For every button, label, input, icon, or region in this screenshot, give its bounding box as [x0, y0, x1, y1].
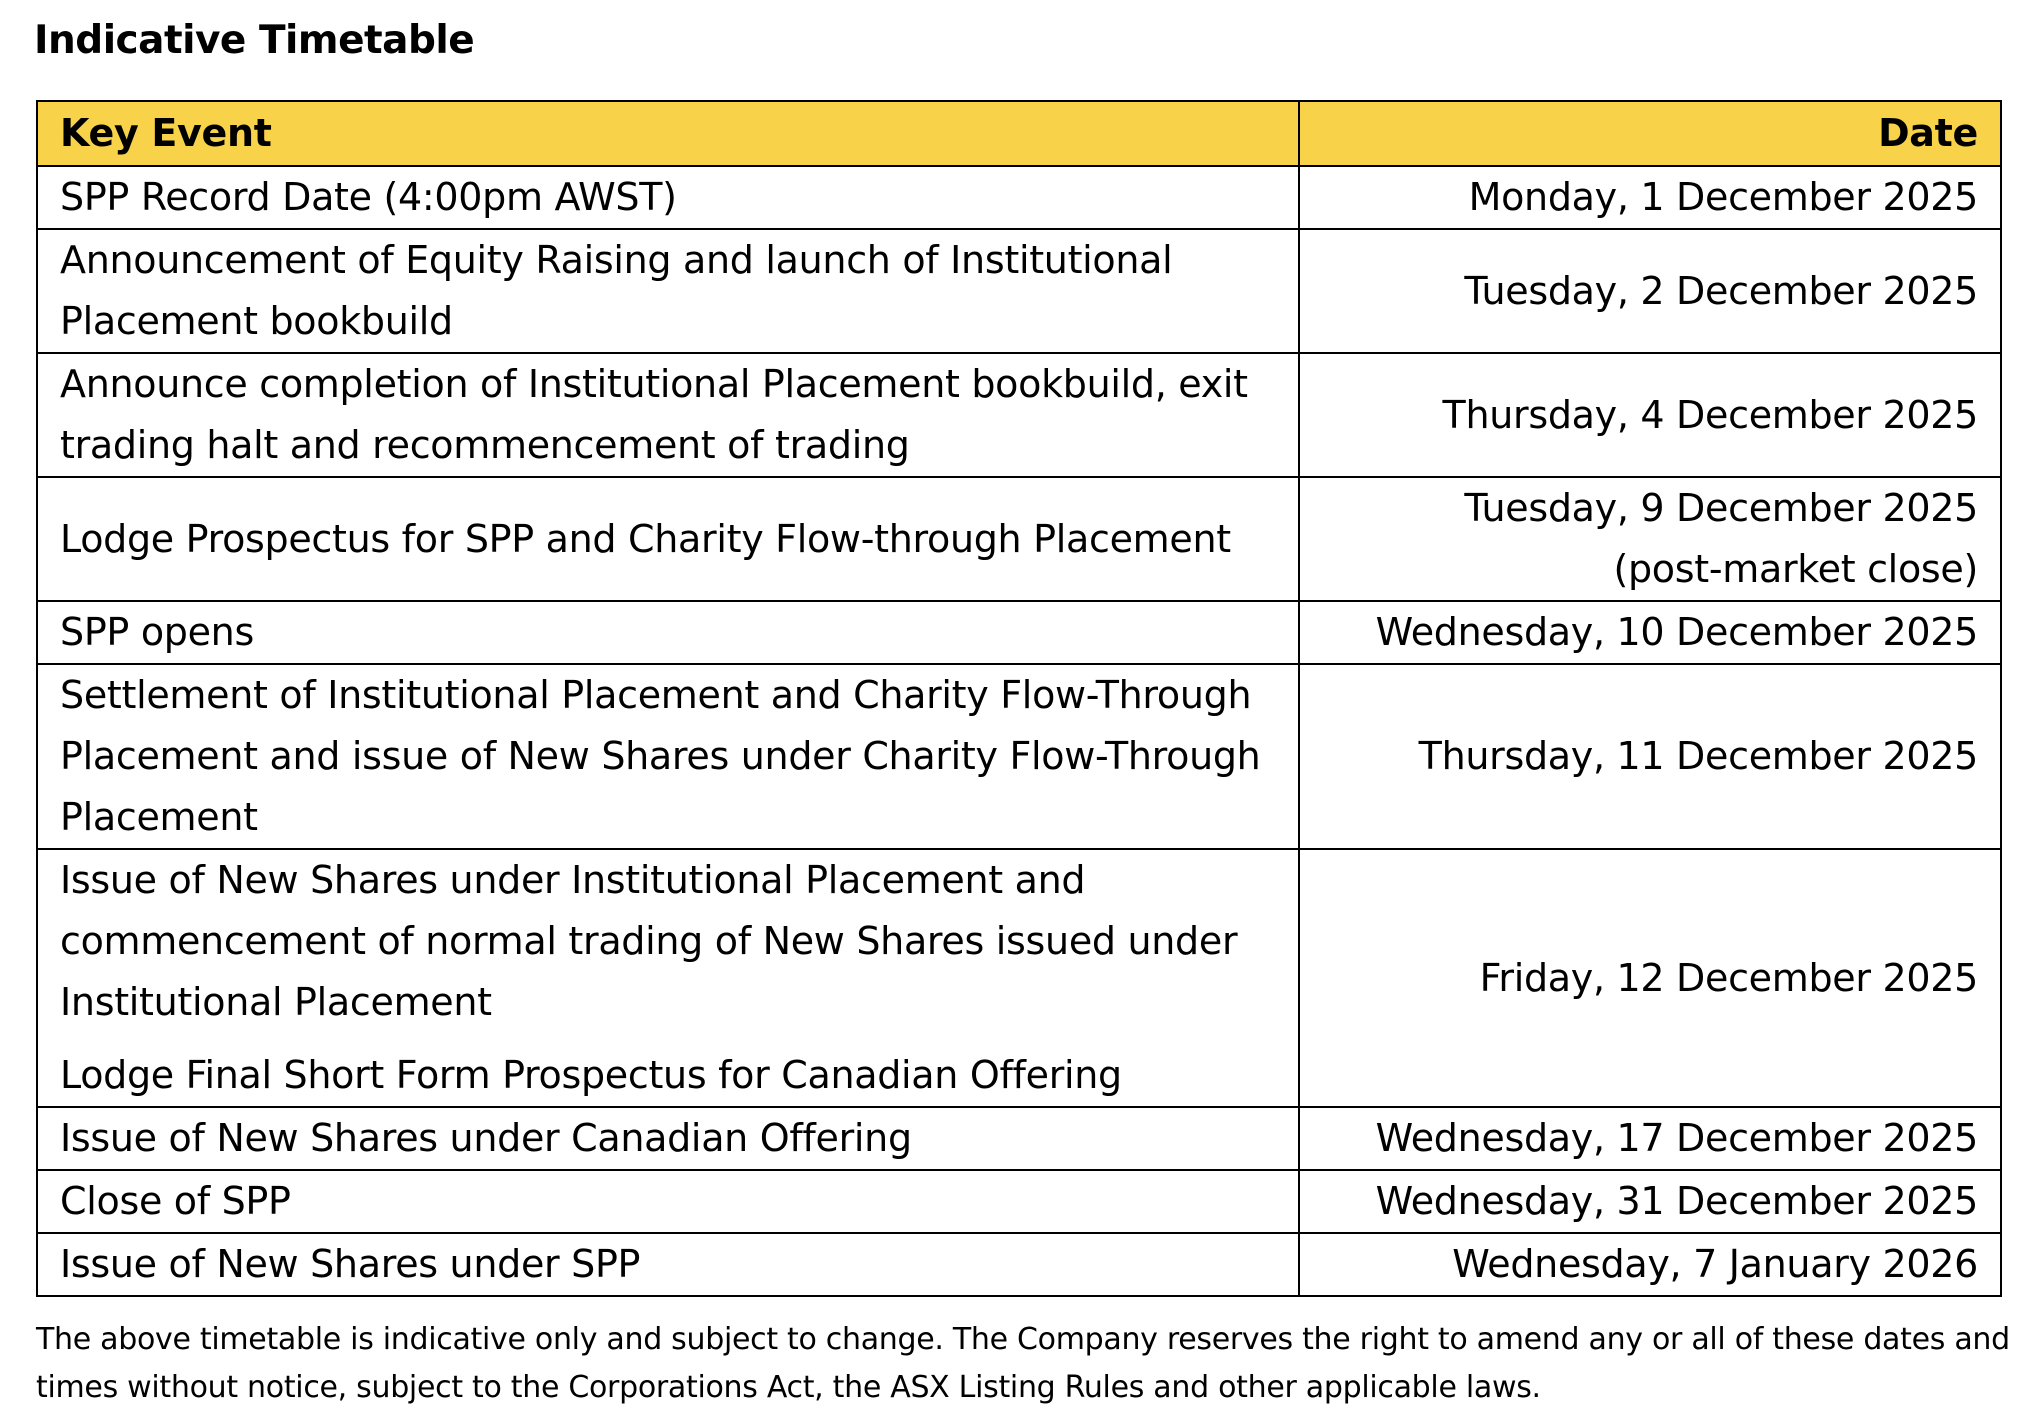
date-text: Wednesday, 31 December 2025 [1375, 1179, 1978, 1223]
event-cell [37, 477, 1299, 601]
date-cell [1299, 601, 2001, 664]
table-row [37, 1233, 2001, 1296]
event-text: Settlement of Institutional Placement and Charity Flow-Through Placement and issue of New Shares under Charity Flow-Through Placement [60, 673, 1261, 839]
table-row [37, 664, 2001, 849]
event-cell [37, 1233, 1299, 1296]
table-row [37, 166, 2001, 229]
date-text: Wednesday, 7 January 2026 [1452, 1242, 1978, 1286]
date-cell [1299, 1233, 2001, 1296]
date-text: Thursday, 4 December 2025 [1442, 392, 1978, 437]
date-text: Wednesday, 10 December 2025 [1375, 610, 1978, 654]
event-cell [37, 229, 1299, 353]
table-row [37, 1170, 2001, 1233]
event-cell [37, 849, 1299, 1107]
date-cell [1299, 1107, 2001, 1170]
event-text: Issue of New Shares under SPP [60, 1242, 641, 1286]
date-text: Monday, 1 December 2025 [1468, 175, 1978, 219]
event-cell [37, 1107, 1299, 1170]
date-text: Wednesday, 17 December 2025 [1375, 1116, 1978, 1160]
event-text: SPP Record Date (4:00pm AWST) [60, 175, 677, 219]
event-cell [37, 601, 1299, 664]
table-row [37, 1107, 2001, 1170]
event-text: Lodge Prospectus for SPP and Charity Flow-through Placement [60, 516, 1231, 561]
timetable [36, 100, 2002, 1297]
column-header-date: Date [1299, 101, 2001, 166]
date-cell [1299, 166, 2001, 229]
table-row [37, 477, 2001, 601]
date-text: Thursday, 11 December 2025 [1418, 734, 1978, 778]
table-row [37, 849, 2001, 1107]
table-row [37, 601, 2001, 664]
event-text: Issue of New Shares under Institutional Placement and commencement of normal trading of New Shares issued under Institutional Placement [60, 858, 1238, 1024]
event-text: Issue of New Shares under Canadian Offering [60, 1116, 912, 1160]
event-text: Announcement of Equity Raising and launch of Institutional Placement bookbuild [60, 238, 1173, 343]
date-cell [1299, 229, 2001, 353]
timetable-disclaimer: The above timetable is indicative only and subject to change. The Company reserves the right to amend any or all of these dates and times without notice, subject to the Corporations Act, the ASX Listing Rules and other applicable laws. [36, 1322, 2010, 1405]
date-cell [1299, 477, 2001, 601]
date-cell [1299, 353, 2001, 477]
event-text: Lodge Final Short Form Prospectus for Canadian Offering [60, 1053, 1122, 1097]
event-cell [37, 1170, 1299, 1233]
table-header-row [37, 101, 2001, 166]
date-cell [1299, 849, 2001, 1107]
date-text: Tuesday, 2 December 2025 [1464, 268, 1978, 313]
event-cell [37, 166, 1299, 229]
event-text: SPP opens [60, 610, 254, 654]
table-row [37, 229, 2001, 353]
date-cell [1299, 664, 2001, 849]
event-cell [37, 353, 1299, 477]
timetable-body [37, 166, 2001, 1296]
table-row [37, 353, 2001, 477]
event-text: Announce completion of Institutional Placement bookbuild, exit trading halt and recommencement of trading [60, 362, 1248, 467]
page-title: Indicative Timetable [34, 18, 475, 63]
event-cell [37, 664, 1299, 849]
date-text: Friday, 12 December 2025 [1479, 955, 1978, 1000]
date-text: Tuesday, 9 December 2025 [1464, 486, 1978, 530]
event-text: Close of SPP [60, 1179, 291, 1223]
date-cell [1299, 1170, 2001, 1233]
column-header-key-event: Key Event [37, 101, 1299, 166]
date-text: (post-market close) [1613, 547, 1978, 591]
